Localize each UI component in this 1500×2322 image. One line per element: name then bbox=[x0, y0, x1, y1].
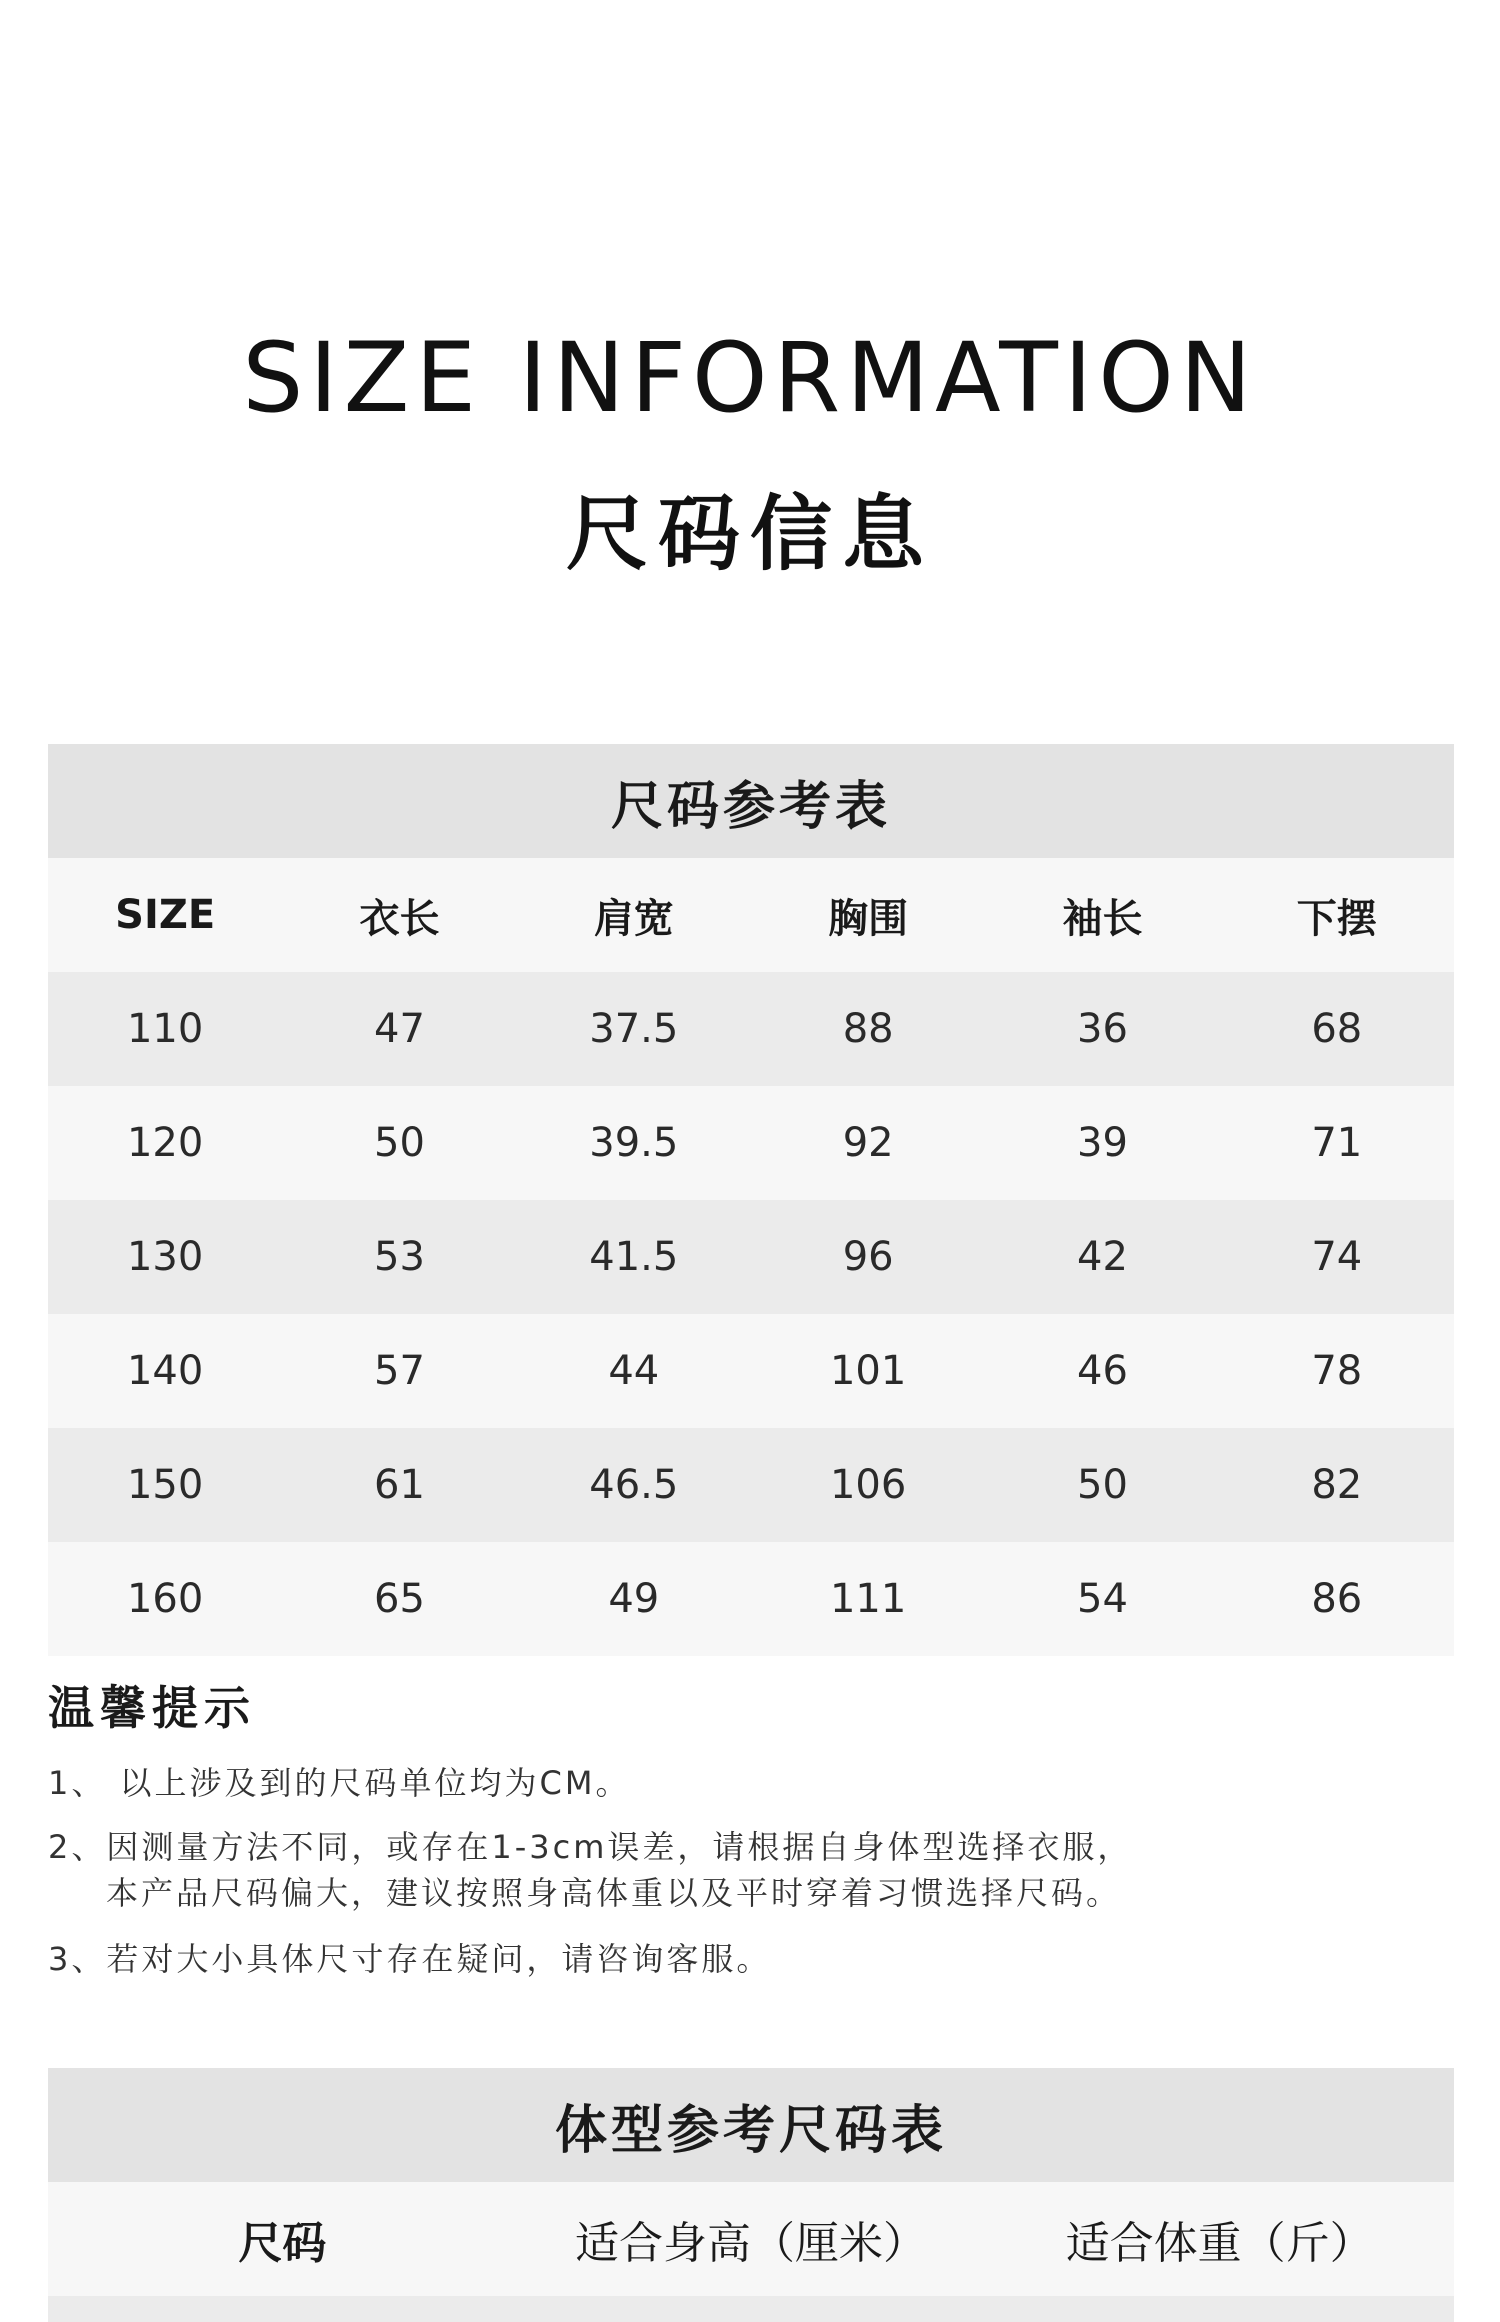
table-cell: 49 bbox=[608, 1576, 660, 1622]
table-cell: 50 bbox=[1077, 1462, 1128, 1508]
table-cell: 44 bbox=[608, 1348, 660, 1394]
table-cell: 54 bbox=[1077, 1576, 1128, 1622]
table-row bbox=[48, 1428, 1454, 1542]
table-row bbox=[48, 1086, 1454, 1200]
table-cell: 39.5 bbox=[589, 1120, 679, 1166]
table-cell: 39 bbox=[1077, 1120, 1128, 1166]
table-cell: 110 bbox=[126, 1006, 204, 1052]
tip-item-2-line-2: 本产品尺码偏大，建议按照身高体重以及平时穿着习惯选择尺码。 bbox=[106, 1874, 1122, 1912]
table-cell: 46.5 bbox=[589, 1462, 679, 1508]
table-cell: 130 bbox=[126, 1234, 204, 1280]
size-table-title: 尺码参考表 bbox=[48, 744, 1454, 858]
table-cell: 41.5 bbox=[589, 1234, 679, 1280]
table-cell: 101 bbox=[829, 1348, 907, 1394]
table-row bbox=[48, 972, 1454, 1086]
table-cell: 96 bbox=[842, 1234, 894, 1280]
table-cell: 150 bbox=[126, 1462, 204, 1508]
column-header-sleeve: 袖长 bbox=[1062, 895, 1143, 942]
table-cell: 65 bbox=[374, 1576, 425, 1622]
table-row bbox=[48, 1542, 1454, 1656]
table-cell: 82 bbox=[1311, 1462, 1363, 1508]
table-cell: 57 bbox=[374, 1348, 425, 1394]
tip-item-2 bbox=[48, 1824, 1132, 1916]
table-cell: 86 bbox=[1311, 1576, 1363, 1622]
body-table-title: 体型参考尺码表 bbox=[48, 2068, 1454, 2182]
table-cell: 47 bbox=[374, 1006, 425, 1052]
table-cell: 106 bbox=[829, 1462, 907, 1508]
page-title-cn: 尺码信息 bbox=[565, 487, 934, 582]
table-cell: 111 bbox=[829, 1576, 907, 1622]
table-cell: 71 bbox=[1311, 1120, 1363, 1166]
table-cell: 78 bbox=[1311, 1348, 1363, 1394]
column-header-weight: 适合体重（斤） bbox=[1065, 2218, 1374, 2269]
column-header-length: 衣长 bbox=[359, 895, 440, 942]
table-cell: 88 bbox=[842, 1006, 894, 1052]
column-header-chest: 胸围 bbox=[828, 895, 909, 942]
body-table-header-row bbox=[48, 2182, 1454, 2296]
tips-title: 温馨提示 bbox=[48, 1681, 256, 1735]
table-cell: 53 bbox=[374, 1234, 425, 1280]
table-cell: 61 bbox=[374, 1462, 425, 1508]
table-row-partial bbox=[48, 2296, 1454, 2322]
tip-item-2-line-1: 2、因测量方法不同，或存在1-3cm误差，请根据自身体型选择衣服， bbox=[48, 1828, 1133, 1866]
size-reference-table bbox=[48, 744, 1454, 1656]
table-header-row bbox=[48, 858, 1454, 972]
table-cell: 120 bbox=[126, 1120, 204, 1166]
column-header-shoulder: 肩宽 bbox=[593, 895, 674, 942]
table-cell: 36 bbox=[1077, 1006, 1128, 1052]
table-cell: 50 bbox=[374, 1120, 425, 1166]
table-row bbox=[48, 1314, 1454, 1428]
column-header-size: SIZE bbox=[115, 892, 216, 938]
column-header-size: 尺码 bbox=[238, 2218, 327, 2269]
tip-item-1: 1、 以上涉及到的尺码单位均为CM。 bbox=[48, 1764, 631, 1802]
table-row bbox=[48, 1200, 1454, 1314]
table-cell: 68 bbox=[1311, 1006, 1363, 1052]
body-type-size-table bbox=[48, 2068, 1454, 2322]
column-header-height: 适合身高（厘米） bbox=[575, 2218, 927, 2269]
column-header-hem: 下摆 bbox=[1296, 895, 1377, 942]
table-cell: 46 bbox=[1077, 1348, 1128, 1394]
table-cell: 42 bbox=[1077, 1234, 1128, 1280]
table-cell: 92 bbox=[842, 1120, 894, 1166]
page-title-en: SIZE INFORMATION bbox=[242, 322, 1258, 434]
table-cell: 74 bbox=[1311, 1234, 1363, 1280]
table-cell: 37.5 bbox=[589, 1006, 679, 1052]
tip-item-3: 3、若对大小具体尺寸存在疑问，请咨询客服。 bbox=[48, 1940, 772, 1978]
table-cell: 140 bbox=[126, 1348, 204, 1394]
table-cell: 160 bbox=[126, 1576, 204, 1622]
